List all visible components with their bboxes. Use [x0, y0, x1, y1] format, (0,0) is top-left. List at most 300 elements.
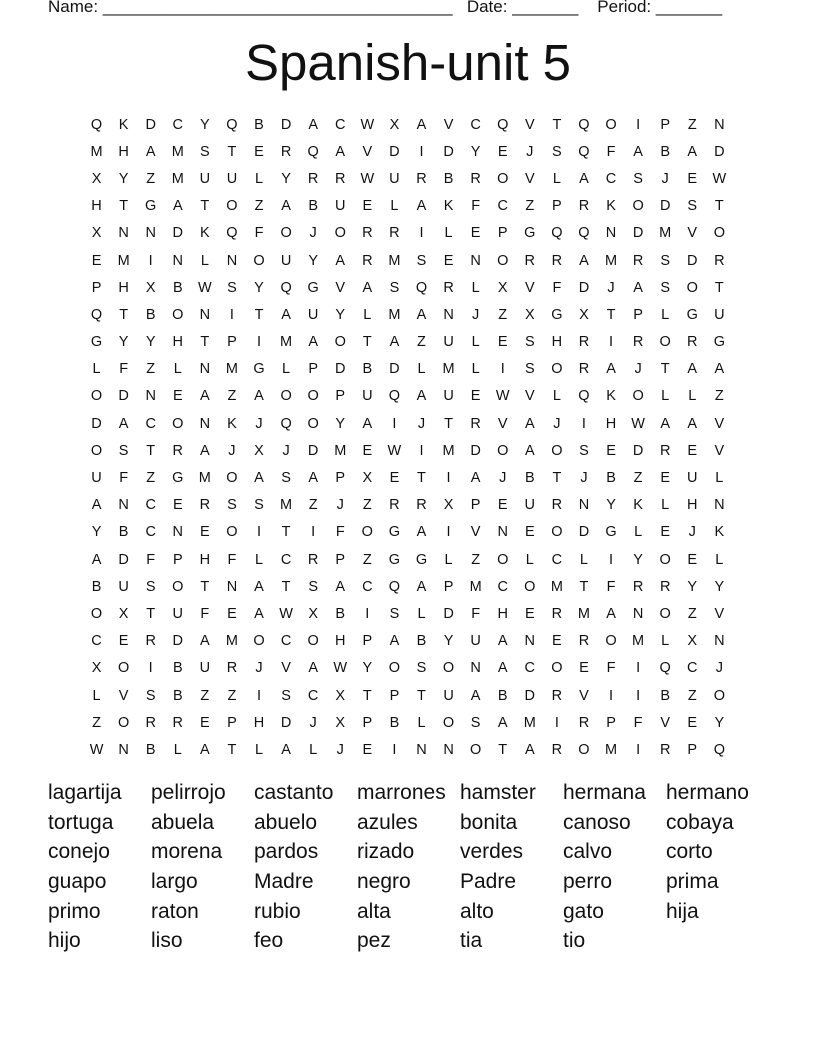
grid-letter: E — [687, 714, 698, 731]
grid-letter: O — [713, 225, 725, 242]
grid-letter: R — [632, 578, 644, 595]
grid-letter: P — [497, 225, 508, 242]
grid-letter: C — [145, 415, 156, 432]
grid-letter: Q — [90, 306, 103, 323]
grid-letter: Z — [417, 334, 426, 351]
grid-letter: B — [606, 470, 616, 487]
grid-letter: W — [360, 170, 375, 187]
grid-letter: J — [553, 415, 561, 432]
grid-letter: I — [148, 252, 153, 269]
grid-letter: S — [281, 687, 291, 704]
grid-row — [83, 464, 733, 491]
grid-letter: D — [335, 361, 346, 378]
grid-letter: L — [661, 497, 670, 514]
grid-letter: I — [609, 334, 614, 351]
grid-letter: N — [226, 252, 238, 269]
grid-letter: V — [281, 660, 291, 677]
grid-letter: O — [469, 741, 482, 758]
grid-letter: Y — [91, 524, 102, 541]
grid-letter: C — [470, 116, 481, 133]
grid-letter: T — [146, 605, 156, 622]
grid-letter: R — [578, 633, 590, 650]
grid-letter: Y — [687, 578, 698, 595]
grid-letter: U — [443, 687, 454, 704]
grid-letter: R — [632, 252, 644, 269]
grid-letter: S — [579, 442, 589, 459]
grid-letter: A — [281, 198, 291, 215]
grid-letter: O — [442, 714, 455, 731]
grid-letter: S — [118, 442, 129, 459]
grid-letter: E — [389, 470, 400, 487]
word-list-item: negro — [357, 869, 411, 893]
grid-letter: Q — [578, 388, 590, 405]
grid-letter: A — [579, 252, 589, 269]
grid-letter: B — [416, 633, 427, 650]
grid-letter: P — [552, 198, 562, 215]
grid-letter: X — [91, 170, 102, 187]
grid-letter: R — [172, 442, 184, 459]
grid-letter: J — [336, 497, 344, 514]
grid-letter: T — [227, 143, 237, 160]
grid-letter: O — [551, 660, 563, 677]
grid-letter: V — [687, 225, 698, 242]
grid-row — [83, 356, 733, 383]
word-list-item: liso — [151, 929, 183, 953]
grid-letter: Q — [713, 741, 725, 758]
grid-letter: E — [579, 660, 589, 677]
grid-letter: A — [118, 415, 129, 432]
grid-letter: T — [660, 361, 670, 378]
grid-letter: E — [91, 252, 102, 269]
grid-letter: N — [199, 361, 211, 378]
grid-letter: R — [416, 170, 427, 187]
grid-letter: O — [388, 660, 401, 677]
grid-letter: V — [524, 279, 535, 296]
word-list-item: Madre — [254, 869, 314, 893]
grid-letter: D — [578, 524, 590, 541]
grid-letter: R — [362, 252, 373, 269]
grid-letter: T — [552, 470, 562, 487]
grid-letter: H — [687, 497, 698, 514]
grid-letter: S — [524, 361, 535, 378]
grid-letter: Z — [633, 470, 643, 487]
grid-letter: N — [470, 660, 481, 677]
grid-row — [83, 383, 733, 410]
grid-letter: Z — [146, 170, 156, 187]
grid-letter: J — [661, 170, 669, 187]
grid-letter: O — [307, 415, 319, 432]
grid-letter: N — [714, 116, 725, 133]
grid-letter: T — [200, 334, 210, 351]
grid-letter: F — [119, 361, 129, 378]
grid-letter: Z — [498, 306, 508, 323]
grid-letter: R — [389, 225, 400, 242]
grid-letter: D — [91, 415, 102, 432]
word-list-item: pelirrojo — [151, 780, 226, 804]
grid-letter: A — [416, 524, 427, 541]
grid-letter: O — [226, 198, 238, 215]
grid-letter: N — [118, 497, 129, 514]
grid-letter: N — [118, 741, 129, 758]
grid-letter: Q — [497, 116, 509, 133]
word-list-item: tio — [563, 929, 586, 953]
word-list-item: tia — [460, 929, 483, 953]
grid-letter: Q — [90, 116, 103, 133]
grid-row — [83, 165, 733, 192]
grid-letter: A — [308, 660, 318, 677]
grid-letter: X — [687, 633, 698, 650]
grid-letter: B — [91, 578, 102, 595]
grid-letter: Q — [578, 225, 590, 242]
grid-letter: D — [118, 388, 129, 405]
grid-letter: I — [256, 687, 262, 704]
date-label: Date: — [466, 0, 508, 16]
grid-letter: I — [636, 660, 641, 677]
grid-letter: O — [172, 306, 184, 323]
grid-letter: E — [118, 633, 129, 650]
grid-letter: G — [686, 306, 698, 323]
name-label: Name: — [48, 0, 99, 16]
grid-letter: K — [714, 524, 725, 541]
grid-row — [83, 546, 733, 573]
grid-letter: J — [688, 524, 696, 541]
grid-letter: S — [254, 497, 264, 514]
word-list-item: bonita — [460, 810, 518, 834]
grid-letter: Y — [470, 143, 481, 160]
grid-letter: I — [636, 741, 641, 758]
grid-letter: N — [145, 225, 156, 242]
grid-letter: A — [389, 633, 400, 650]
grid-letter: R — [578, 334, 590, 351]
grid-letter: V — [714, 442, 725, 459]
grid-letter: R — [335, 170, 346, 187]
grid-letter: G — [388, 551, 401, 568]
grid-letter: S — [389, 605, 400, 622]
grid-letter: Y — [308, 252, 318, 269]
grid-letter: F — [200, 605, 210, 622]
grid-letter: O — [334, 334, 346, 351]
grid-letter: T — [606, 306, 616, 323]
grid-letter: D — [389, 143, 400, 160]
grid-letter: R — [443, 279, 454, 296]
word-list-item: cobaya — [666, 810, 734, 834]
grid-letter: L — [363, 306, 372, 323]
grid-letter: K — [606, 198, 616, 215]
grid-letter: J — [282, 442, 290, 459]
grid-letter: F — [146, 551, 156, 568]
grid-letter: O — [659, 334, 671, 351]
grid-letter: T — [362, 687, 372, 704]
grid-letter: I — [554, 714, 559, 731]
grid-letter: H — [253, 714, 265, 731]
word-list-item: hija — [666, 899, 699, 923]
grid-letter: O — [172, 415, 184, 432]
grid-letter: X — [579, 306, 589, 323]
grid-letter: A — [416, 578, 427, 595]
grid-letter: B — [443, 170, 454, 187]
grid-letter: L — [390, 198, 399, 215]
grid-letter: L — [579, 551, 588, 568]
grid-letter: Y — [335, 415, 346, 432]
grid-letter: P — [633, 306, 643, 323]
grid-letter: A — [524, 415, 535, 432]
grid-letter: A — [524, 442, 535, 459]
grid-letter: O — [280, 388, 292, 405]
grid-letter: A — [362, 279, 373, 296]
grid-letter: K — [118, 116, 129, 133]
grid-letter: Z — [254, 198, 264, 215]
grid-letter: L — [715, 470, 724, 487]
grid-letter: R — [659, 741, 671, 758]
grid-letter: L — [417, 361, 426, 378]
grid-letter: I — [500, 361, 505, 378]
grid-letter: E — [497, 143, 508, 160]
grid-letter: O — [307, 633, 319, 650]
grid-letter: E — [470, 388, 481, 405]
grid-letter: G — [90, 334, 103, 351]
name-blank[interactable]: _____________________________________ — [102, 0, 453, 16]
grid-letter: Y — [606, 497, 616, 514]
grid-letter: D — [443, 143, 454, 160]
grid-letter: A — [497, 660, 508, 677]
grid-letter: W — [712, 170, 727, 187]
grid-letter: S — [227, 497, 237, 514]
grid-letter: B — [172, 687, 183, 704]
grid-letter: T — [200, 198, 210, 215]
grid-letter: X — [308, 605, 318, 622]
grid-letter: S — [416, 660, 427, 677]
grid-letter: A — [91, 497, 102, 514]
grid-letter: R — [389, 497, 400, 514]
grid-letter: B — [254, 116, 264, 133]
grid-letter: G — [145, 198, 157, 215]
grid-letter: A — [91, 551, 102, 568]
word-list-item: Padre — [460, 869, 517, 893]
grid-letter: B — [145, 306, 156, 323]
grid-letter: L — [471, 361, 480, 378]
period-blank[interactable]: _______ — [655, 0, 723, 16]
grid-letter: Z — [146, 361, 156, 378]
page-title: Spanish-unit 5 — [244, 34, 572, 91]
grid-letter: E — [660, 524, 671, 541]
grid-letter: J — [255, 415, 263, 432]
grid-letter: O — [117, 660, 130, 677]
grid-letter: V — [118, 687, 129, 704]
grid-letter: N — [172, 252, 184, 269]
grid-letter: I — [392, 415, 397, 432]
grid-letter: V — [335, 279, 346, 296]
word-list-item: largo — [151, 869, 198, 893]
grid-letter: P — [687, 741, 698, 758]
grid-letter: S — [281, 470, 291, 487]
grid-letter: Z — [714, 388, 724, 405]
grid-letter: T — [200, 578, 210, 595]
grid-letter: Z — [200, 687, 210, 704]
word-list-item: tortuga — [48, 810, 114, 834]
grid-letter: O — [90, 442, 103, 459]
grid-letter: W — [279, 605, 293, 622]
grid-letter: A — [579, 170, 589, 187]
grid-letter: O — [551, 361, 563, 378]
grid-letter: X — [254, 442, 264, 459]
word-list-item: azules — [357, 810, 418, 834]
word-list-item: pardos — [254, 840, 319, 864]
grid-letter: D — [172, 633, 184, 650]
grid-letter: A — [470, 470, 481, 487]
grid-letter: V — [470, 524, 481, 541]
grid-letter: H — [497, 605, 508, 622]
grid-letter: A — [254, 388, 264, 405]
grid-letter: M — [117, 252, 130, 269]
grid-row — [83, 736, 733, 763]
grid-letter: N — [632, 605, 644, 622]
grid-letter: I — [581, 415, 586, 432]
grid-letter: J — [634, 361, 642, 378]
grid-letter: C — [335, 116, 346, 133]
word-list-item: rizado — [357, 840, 415, 864]
grid-letter: A — [416, 306, 427, 323]
word-list-item: raton — [151, 899, 199, 923]
grid-letter: M — [523, 714, 536, 731]
word-list-row — [48, 867, 788, 897]
word-list-item: castanto — [254, 780, 334, 804]
grid-letter: D — [470, 442, 481, 459]
grid-letter: R — [714, 252, 725, 269]
grid-letter: M — [388, 306, 401, 323]
grid-letter: H — [199, 551, 211, 568]
grid-letter: O — [117, 714, 130, 731]
grid-letter: I — [609, 551, 614, 568]
grid-letter: R — [145, 633, 156, 650]
grid-letter: L — [92, 687, 101, 704]
grid-letter: O — [280, 225, 292, 242]
grid-letter: X — [91, 225, 102, 242]
grid-letter: V — [714, 605, 725, 622]
grid-letter: R — [659, 578, 671, 595]
grid-letter: P — [308, 361, 318, 378]
grid-letter: W — [198, 279, 212, 296]
grid-letter: T — [281, 524, 291, 541]
grid-letter: N — [605, 225, 617, 242]
grid-letter: U — [687, 470, 698, 487]
grid-letter: Q — [388, 388, 401, 405]
grid-letter: Y — [254, 279, 264, 296]
grid-letter: I — [392, 741, 397, 758]
grid-letter: D — [118, 551, 129, 568]
grid-letter: U — [172, 605, 184, 622]
grid-letter: V — [524, 170, 535, 187]
grid-letter: X — [524, 306, 535, 323]
grid-row — [83, 193, 733, 220]
grid-letter: J — [715, 660, 723, 677]
grid-letter: M — [442, 361, 455, 378]
grid-letter: S — [660, 252, 671, 269]
grid-letter: N — [416, 741, 427, 758]
grid-letter: M — [171, 170, 184, 187]
grid-letter: P — [470, 497, 481, 514]
grid-letter: Y — [714, 714, 725, 731]
grid-letter: A — [254, 470, 264, 487]
grid-letter: C — [362, 578, 373, 595]
grid-letter: C — [145, 497, 156, 514]
grid-row — [83, 138, 733, 165]
grid-letter: Z — [308, 497, 318, 514]
grid-letter: R — [551, 741, 563, 758]
grid-letter: L — [173, 741, 182, 758]
grid-letter: W — [333, 660, 348, 677]
grid-letter: P — [335, 388, 346, 405]
grid-letter: P — [172, 551, 183, 568]
grid-letter: N — [199, 306, 211, 323]
word-list-item: perro — [563, 869, 613, 893]
grid-letter: Y — [118, 170, 129, 187]
grid-letter: O — [361, 524, 373, 541]
grid-letter: W — [89, 741, 104, 758]
grid-letter: Z — [146, 470, 156, 487]
grid-letter: G — [253, 361, 265, 378]
grid-letter: T — [227, 741, 237, 758]
date-blank[interactable]: _______ — [512, 0, 579, 16]
grid-letter: F — [471, 198, 481, 215]
grid-letter: H — [118, 143, 129, 160]
grid-letter: R — [524, 252, 536, 269]
grid-letter: Y — [443, 633, 454, 650]
grid-row — [83, 247, 733, 274]
grid-letter: N — [118, 225, 129, 242]
grid-letter: D — [280, 714, 292, 731]
grid-letter: Z — [687, 687, 697, 704]
grid-letter: E — [606, 442, 616, 459]
grid-letter: S — [145, 578, 156, 595]
grid-letter: Z — [362, 551, 372, 568]
grid-letter: Z — [687, 605, 697, 622]
grid-letter: M — [659, 225, 672, 242]
word-list-row — [48, 778, 788, 808]
grid-letter: M — [442, 442, 455, 459]
grid-letter: E — [172, 388, 183, 405]
grid-letter: U — [470, 633, 481, 650]
grid-letter: B — [172, 660, 183, 677]
grid-letter: D — [659, 198, 671, 215]
grid-row — [83, 111, 733, 138]
grid-letter: Q — [415, 279, 428, 296]
word-list-item: guapo — [48, 869, 107, 893]
grid-letter: E — [552, 633, 562, 650]
word-list — [48, 778, 788, 956]
grid-letter: O — [605, 116, 617, 133]
grid-letter: A — [362, 415, 373, 432]
grid-letter: S — [389, 279, 400, 296]
grid-letter: Q — [226, 116, 238, 133]
grid-letter: A — [714, 361, 725, 378]
word-search-grid — [83, 111, 733, 764]
grid-letter: I — [609, 687, 614, 704]
grid-letter: J — [580, 470, 588, 487]
grid-letter: L — [444, 551, 453, 568]
grid-letter: L — [552, 388, 561, 405]
grid-letter: E — [362, 741, 373, 758]
grid-letter: L — [525, 551, 534, 568]
grid-letter: A — [416, 198, 427, 215]
grid-letter: A — [172, 198, 183, 215]
grid-letter: O — [226, 524, 238, 541]
grid-letter: R — [687, 334, 698, 351]
grid-letter: K — [606, 388, 616, 405]
grid-letter: Q — [551, 225, 563, 242]
grid-letter: A — [254, 605, 264, 622]
grid-letter: E — [443, 252, 454, 269]
grid-letter: L — [661, 306, 670, 323]
